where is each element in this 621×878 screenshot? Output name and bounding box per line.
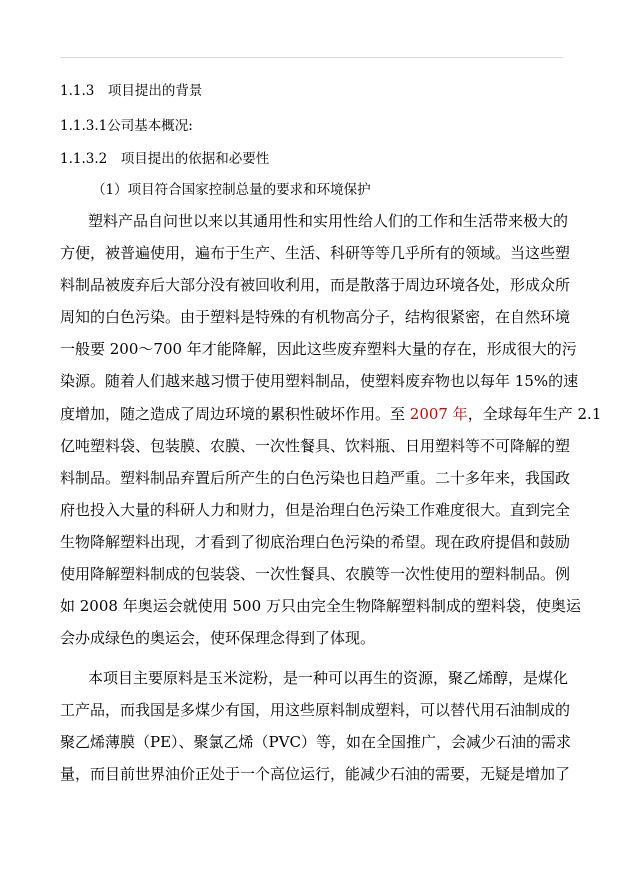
paragraph-line: 亿吨塑料袋、包装膜、农膜、一次性餐具、饮料瓶、日用塑料等不可降解的塑 bbox=[60, 436, 571, 455]
paragraph-line: 方便，被普遍使用，遍布于生产、生活、科研等等几乎所有的领域。当这些塑 bbox=[60, 244, 571, 263]
paragraph-line: 会办成绿色的奥运会，使环保理念得到了体现。 bbox=[60, 629, 376, 648]
section-heading-1-1-3-1: 1.1.3.1公司基本概况: bbox=[60, 118, 193, 134]
paragraph-line: 生物降解塑料出现，才看到了彻底治理白色污染的希望。现在政府提倡和鼓励 bbox=[60, 532, 571, 551]
paragraph-line bbox=[60, 398, 602, 430]
paragraph-raw-materials bbox=[60, 662, 571, 790]
section-heading-1-1-3-2: 1.1.3.2 项目提出的依据和必要性 bbox=[60, 151, 270, 167]
paragraph-line: 塑料产品自问世以来以其通用性和实用性给人们的工作和生活带来极大的 bbox=[88, 212, 569, 230]
paragraph-line: 染源。随着人们越来越习惯于使用塑料制品，使塑料废弃物也以每年 15%的速 bbox=[60, 372, 579, 391]
highlighted-year: 2007 年 bbox=[409, 404, 468, 423]
paragraph-line: 料制品被废弃后大部分没有被回收利用，而是散落于周边环境各处，形成众所 bbox=[60, 276, 571, 295]
subheading-1: （1）项目符合国家控制总量的要求和环境保护 bbox=[92, 182, 371, 198]
section-heading-1-1-3: 1.1.3 项目提出的背景 bbox=[60, 83, 203, 99]
paragraph-line: 工产品，而我国是多煤少有国，用这些原料制成塑料，可以替代用石油制成的 bbox=[60, 701, 571, 720]
paragraph-line: 府也投入大量的科研人力和财力，但是治理白色污染工作难度很大。直到完全 bbox=[60, 500, 571, 519]
paragraph-line: 本项目主要原料是玉米淀粉，是一种可以再生的资源，聚乙烯醇，是煤化 bbox=[88, 669, 569, 687]
paragraph-line: 如 2008 年奥运会就使用 500 万只由完全生物降解塑料制成的塑料袋，使奥运 bbox=[60, 597, 581, 616]
header-rule bbox=[60, 57, 563, 58]
line-text: ，全球每年生产 2.1 bbox=[467, 404, 602, 423]
paragraph-line: 聚乙烯薄膜（PE）、聚氯乙烯（PVC）等，如在全国推广，会减少石油的需求 bbox=[60, 733, 571, 752]
paragraph-line: 量，而目前世界油价正处于一个高位运行，能减少石油的需要，无疑是增加了 bbox=[60, 765, 571, 784]
paragraph-line: 使用降解塑料制成的包装袋、一次性餐具、农膜等一次性使用的塑料制品。例 bbox=[60, 565, 571, 584]
paragraph-line: 一般要 200～700 年才能降解，因此这些废弃塑料大量的存在，形成很大的污 bbox=[60, 340, 577, 359]
line-text: 度增加，随之造成了周边环境的累积性破坏作用。至 bbox=[60, 404, 410, 423]
paragraph-line: 周知的白色污染。由于塑料是特殊的有机物高分子，结构很紧密，在自然环境 bbox=[60, 308, 571, 327]
paragraph-line: 料制品。塑料制品弃置后所产生的白色污染也日趋严重。二十多年来，我国政 bbox=[60, 468, 571, 487]
paragraph-plastic-pollution bbox=[60, 205, 602, 654]
